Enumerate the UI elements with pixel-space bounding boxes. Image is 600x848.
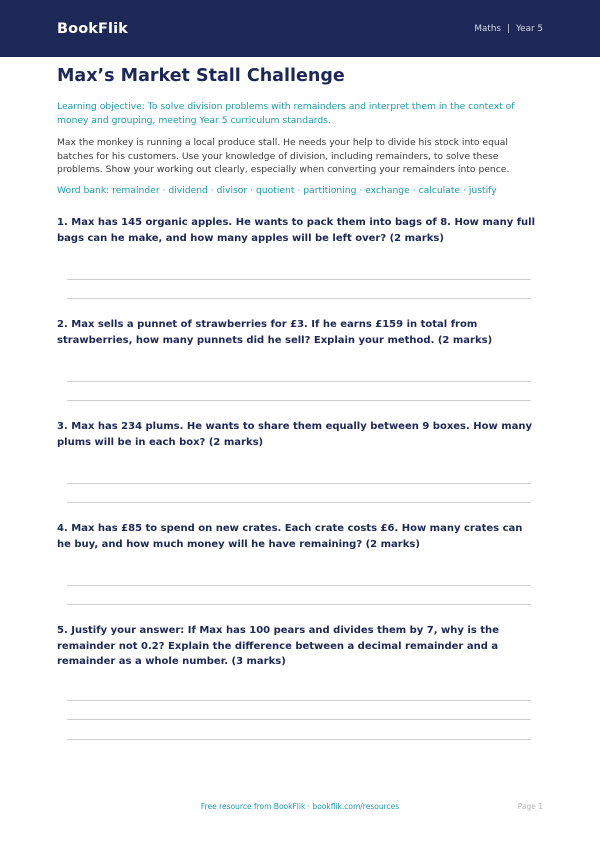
subject-year-label [474,24,543,34]
meta-separator: | [507,23,510,34]
learning-objective: Learning objective: To solve division problems with remainders and interpret them in the context of money and grouping, meeting Year 5 curriculum standards. [57,101,515,126]
header-bar [0,0,600,57]
question-2-text: 2. Max sells a punnet of strawberries for £3. If he earns £159 in total from strawberries, how many punnets did he sell? Explain your method. (2 marks) [57,319,493,346]
page-title: Max’s Market Stall Challenge [57,66,345,86]
intro-paragraph: Max the monkey is running a local produce stall. He needs your help to divide his stock into equal batches for his customers. Use your knowledge of division, including remainders, to solve these problems. Show your working out clearly, especially when converting your remainders into pence. [57,137,510,175]
question-4-text: 4. Max has £85 to spend on new crates. Each crate costs £6. How many crates can he buy, and how much money will he have remaining? (2 marks) [57,523,523,550]
answer-line[interactable] [67,502,531,503]
answer-line[interactable] [67,483,531,484]
answer-line[interactable] [67,400,531,401]
answer-line[interactable] [67,381,531,382]
brand-logo[interactable]: BookFlik [57,20,128,37]
question-5-text: 5. Justify your answer: If Max has 100 pears and divides them by 7, why is the remainder not 0.2? Explain the difference between a decimal remainder and a remainder as a whole number. (3 marks) [57,625,499,667]
subject-label: Maths [474,23,501,34]
answer-line[interactable] [67,739,531,740]
footer-link[interactable]: Free resource from BookFlik · bookflik.com/resources [200,802,400,811]
question-3-text: 3. Max has 234 plums. He wants to share them equally between 9 boxes. How many plums will be in each box? (2 marks) [57,421,533,448]
answer-line[interactable] [67,279,531,280]
answer-line[interactable] [67,585,531,586]
word-bank: Word bank: remainder · dividend · divisor · quotient · partitioning · exchange · calculate · justify [57,184,497,196]
answer-line[interactable] [67,700,531,701]
answer-line[interactable] [67,719,531,720]
answer-line[interactable] [67,604,531,605]
page-number: Page 1 [517,802,543,811]
year-label: Year 5 [515,23,543,34]
question-1-text: 1. Max has 145 organic apples. He wants to pack them into bags of 8. How many full bags can he make, and how many apples will be left over? (2 marks) [57,217,536,244]
intro-section [57,64,531,197]
answer-line[interactable] [67,298,531,299]
